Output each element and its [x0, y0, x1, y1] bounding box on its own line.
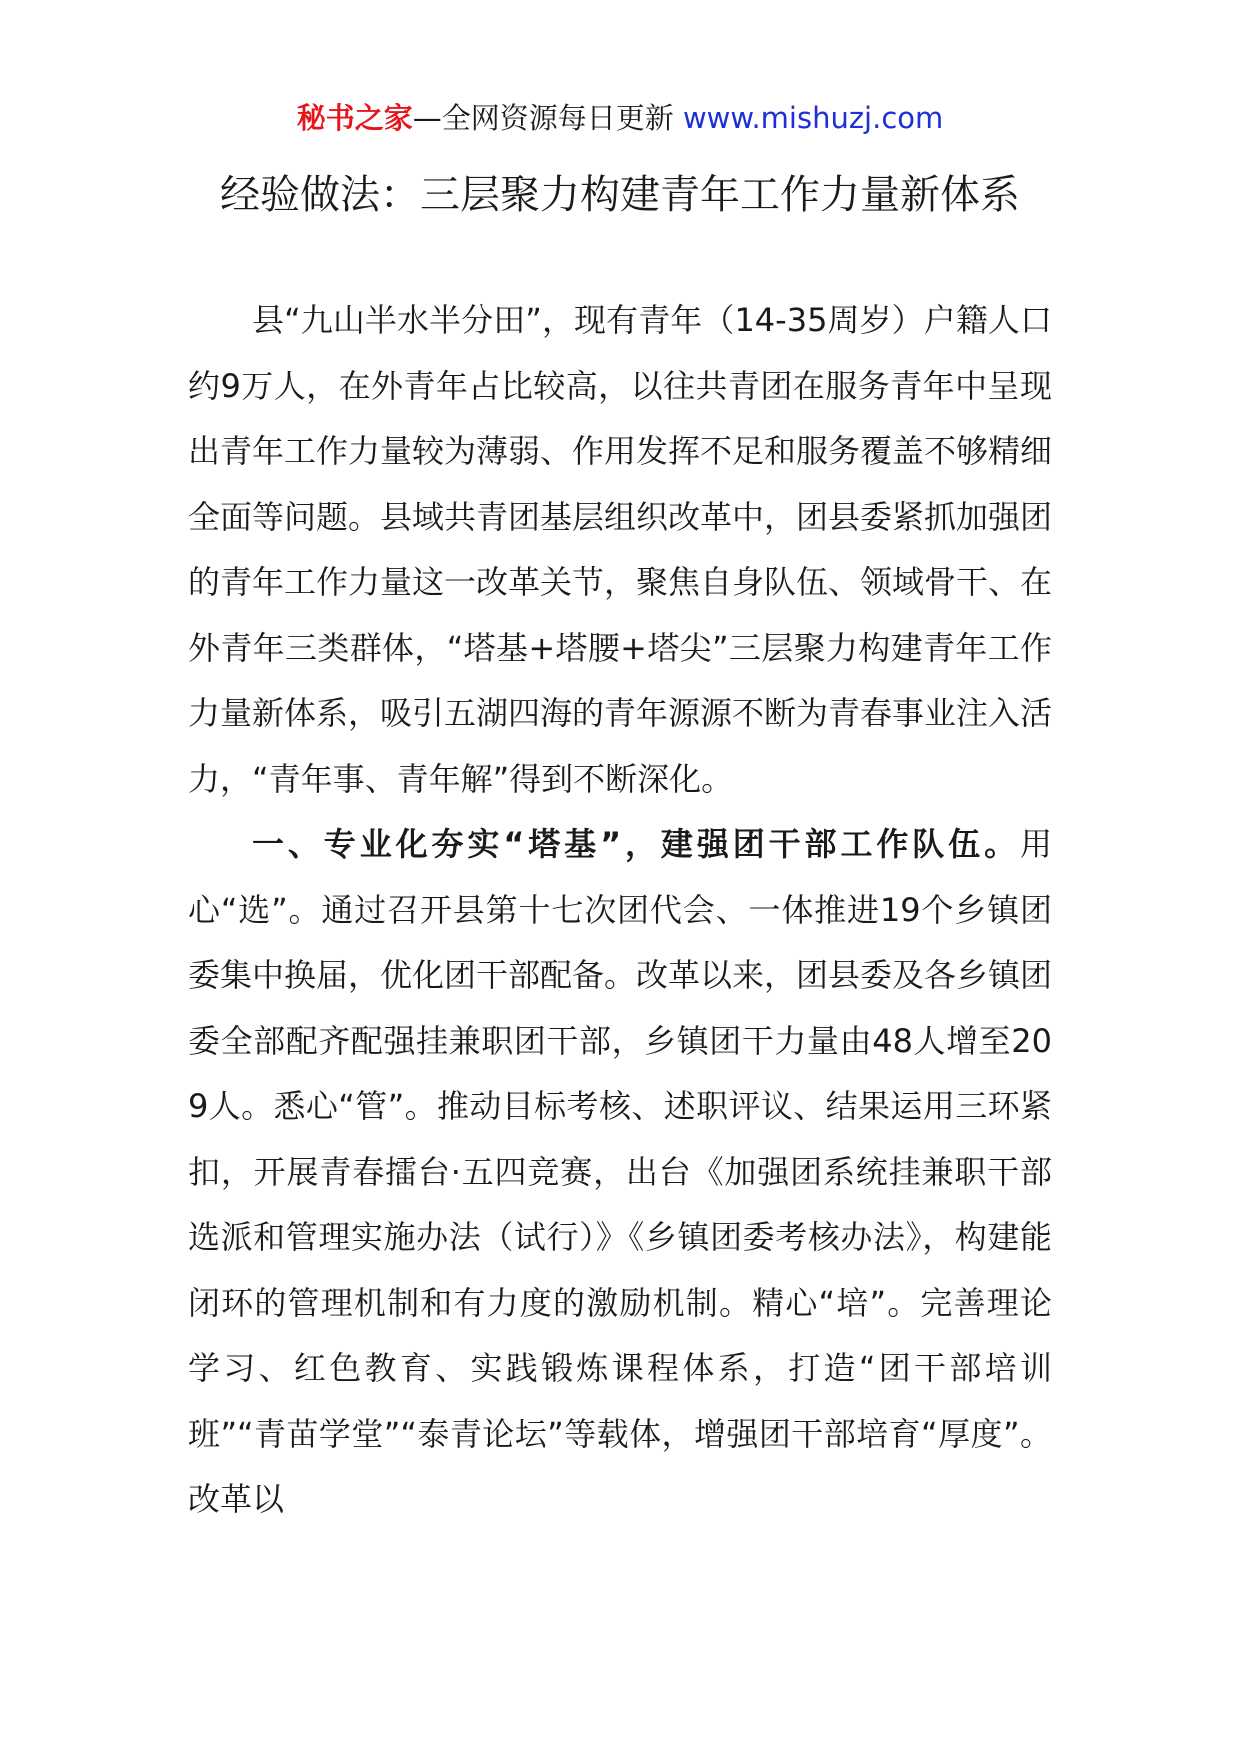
site-slogan: —全网资源每日更新 [412, 101, 674, 135]
site-url-link[interactable]: www.mishuzj.com [682, 101, 944, 135]
brand-name: 秘书之家 [296, 101, 413, 135]
section-1-heading: 一、专业化夯实“塔基”，建强团干部工作队伍。 [252, 825, 1020, 863]
section-1-paragraph [188, 812, 1052, 1533]
intro-paragraph: 县“九山半水半分田”，现有青年（14-35周岁）户籍人口约9万人，在外青年占比较高，以往共青团在服务青年中呈现出青年工作力量较为薄弱、作用发挥不足和服务覆盖不够精细全面等问题。县域共青团基层组织改革中，团县委紧抓加强团的青年工作力量这一改革关节，聚焦自身队伍、领域骨干、在外青年三类群体，“塔基+塔腰+塔尖”三层聚力构建青年工作力量新体系，吸引五湖四海的青年源源不断为青春事业注入活力，“青年事、青年解”得到不断深化。 [188, 301, 1053, 798]
document-body [188, 288, 1052, 1533]
section-1-body: 用心“选”。通过召开县第十七次团代会、一体推进19个乡镇团委集中换届，优化团干部配备。改革以来，团县委及各乡镇团委全部配齐配强挂兼职团干部，乡镇团干力量由48人增至209人。悉心“管”。推动目标考核、述职评议、结果运用三环紧扣，开展青春擂台·五四竞赛，出台《加强团系统挂兼职干部选派和管理实施办法（试行）》《乡镇团委考核办法》，构建能闭环的管理机制和有力度的激励机制。精心“培”。完善理论学习、红色教育、实践锻炼课程体系，打造“团干部培训班”“青苗学堂”“泰青论坛”等载体，增强团干部培育“厚度”。改革以 [188, 825, 1053, 1518]
document-title: 经验做法：三层聚力构建青年工作力量新体系 [220, 172, 1020, 218]
site-header [0, 98, 1240, 138]
